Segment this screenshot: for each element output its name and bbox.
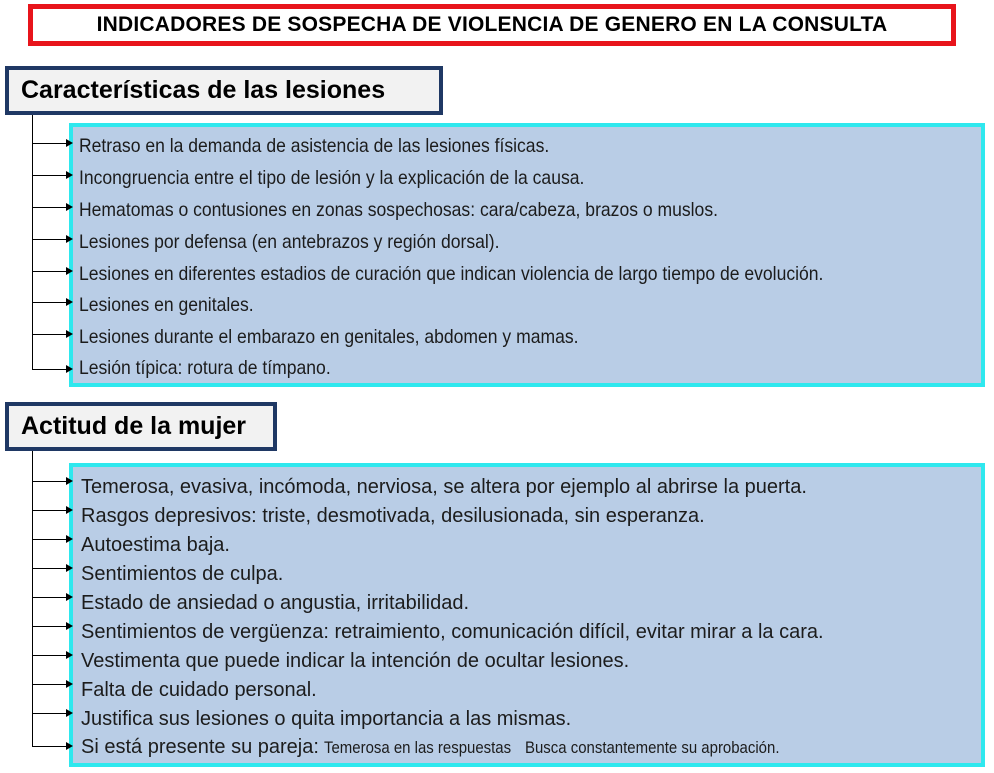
arrow-head-icon	[66, 651, 73, 659]
list-item: Retraso en la demanda de asistencia de las lesiones físicas.	[79, 135, 550, 157]
list-item: Lesiones en genitales.	[79, 294, 254, 316]
actitud-list	[69, 463, 985, 767]
list-item: Hematomas o contusiones en zonas sospechosas: cara/cabeza, brazos o muslos.	[79, 199, 718, 221]
arrow-head-icon	[66, 622, 73, 630]
list-item: Lesión típica: rotura de tímpano.	[79, 357, 331, 379]
list-item: Lesiones durante el embarazo en genitales, abdomen y mamas.	[79, 326, 579, 348]
arrow-head-icon	[66, 680, 73, 688]
arrow-head-icon	[66, 203, 73, 211]
list-item: Sentimientos de culpa.	[81, 563, 284, 585]
list-item: Falta de cuidado personal.	[81, 679, 317, 701]
arrow-head-icon	[66, 365, 73, 373]
arrow-connector	[32, 655, 69, 656]
arrow-connector	[32, 175, 69, 176]
arrow-connector	[32, 369, 69, 370]
arrow-head-icon	[66, 171, 73, 179]
arrow-connector	[32, 713, 69, 714]
arrow-connector	[32, 143, 69, 144]
pareja-label: Si está presente su pareja:	[81, 736, 319, 758]
list-item: Temerosa, evasiva, incómoda, nerviosa, se altera por ejemplo al abrirse la puerta.	[81, 476, 807, 498]
arrow-head-icon	[66, 593, 73, 601]
arrow-head-icon	[66, 330, 73, 338]
list-item: Lesiones por defensa (en antebrazos y región dorsal).	[79, 231, 500, 253]
arrow-connector	[32, 626, 69, 627]
pareja-part1: Temerosa en las respuestas	[324, 738, 512, 757]
section-heading-lesiones: Características de las lesiones	[5, 66, 443, 115]
arrow-connector	[32, 207, 69, 208]
list-item: Lesiones en diferentes estadios de curación que indican violencia de largo tiempo de evolución.	[79, 263, 824, 285]
list-item: Incongruencia entre el tipo de lesión y la explicación de la causa.	[79, 167, 585, 189]
arrow-head-icon	[66, 535, 73, 543]
arrow-connector	[32, 239, 69, 240]
arrow-head-icon	[66, 564, 73, 572]
arrow-connector	[32, 334, 69, 335]
arrow-head-icon	[66, 139, 73, 147]
arrow-head-icon	[66, 298, 73, 306]
arrow-head-icon	[66, 506, 73, 514]
arrow-connector	[32, 481, 69, 482]
arrow-connector	[32, 302, 69, 303]
arrow-head-icon	[66, 709, 73, 717]
pareja-part2: Busca constantemente su aprobación.	[524, 738, 780, 757]
list-item-pareja	[81, 736, 814, 759]
section-heading-actitud: Actitud de la mujer	[5, 402, 277, 451]
main-title: INDICADORES DE SOSPECHA DE VIOLENCIA DE GENERO EN LA CONSULTA	[28, 4, 956, 46]
arrow-head-icon	[66, 742, 73, 750]
arrow-head-icon	[66, 477, 73, 485]
list-item: Estado de ansiedad o angustia, irritabilidad.	[81, 592, 470, 614]
arrow-head-icon	[66, 235, 73, 243]
lesiones-list	[69, 123, 985, 387]
tree-connector-actitud	[32, 451, 33, 746]
list-item: Sentimientos de vergüenza: retraimiento, comunicación difícil, evitar mirar a la cara.	[81, 621, 824, 643]
arrow-connector	[32, 539, 69, 540]
arrow-connector	[32, 510, 69, 511]
tree-connector-lesiones	[32, 115, 33, 369]
arrow-connector	[32, 271, 69, 272]
list-item: Rasgos depresivos: triste, desmotivada, desilusionada, sin esperanza.	[81, 505, 705, 527]
list-item: Vestimenta que puede indicar la intención de ocultar lesiones.	[81, 650, 630, 672]
arrow-connector	[32, 597, 69, 598]
arrow-head-icon	[66, 267, 73, 275]
list-item: Justifica sus lesiones o quita importancia a las mismas.	[81, 708, 572, 730]
list-item: Autoestima baja.	[81, 534, 230, 556]
arrow-connector	[32, 568, 69, 569]
arrow-connector	[32, 684, 69, 685]
arrow-connector	[32, 746, 69, 747]
